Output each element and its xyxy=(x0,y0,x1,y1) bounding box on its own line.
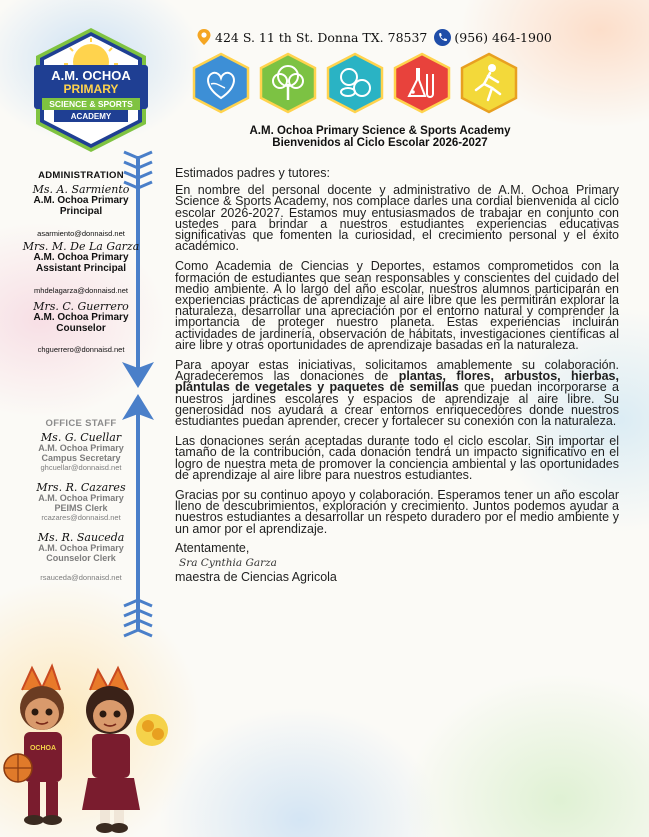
letter-body xyxy=(175,168,619,584)
staff-role: A.M. Ochoa Primary xyxy=(33,252,129,263)
staff-email[interactable]: chguerrero@donnaisd.net xyxy=(37,345,125,354)
staff-email[interactable]: rsauceda@donnaisd.net xyxy=(40,573,122,582)
phone-icon xyxy=(434,29,451,46)
staff-role: A.M. Ochoa Primary xyxy=(38,443,124,453)
staff-signature: Mrs. M. De La Garza xyxy=(22,240,140,253)
logo-line1: A.M. OCHOA xyxy=(51,68,131,83)
signer-signature: Sra Cynthia Garza xyxy=(179,557,277,570)
sports-balls-icon xyxy=(328,54,382,112)
letter-greeting: Estimados padres y tutores: xyxy=(175,166,330,180)
heart-hands-icon xyxy=(194,54,248,112)
letter-paragraph: Gracias por su continuo apoyo y colaboración. Esperamos tener un año escolar lleno de descubrimientos, exploración y crecimiento. Juntos podemos ayudar a nuestros estudiantes a desarrollar un respeto duradero por el medio ambiente y un amor por el aprendizaje. xyxy=(175,488,619,536)
staff-email[interactable]: mhdelagarza@donnaisd.net xyxy=(34,286,128,295)
staff-card xyxy=(6,184,156,239)
title-line1: A.M. Ochoa Primary Science & Sports Academy xyxy=(249,125,511,137)
logo-line2: PRIMARY xyxy=(63,82,119,96)
staff-role: A.M. Ochoa Primary xyxy=(33,312,129,323)
staff-email[interactable]: rcazares@donnaisd.net xyxy=(41,513,121,522)
paragraph-text: que puedan incorporarse a nuestros jardines escolares y espacios de aprendizaje al aire libre. Su generosidad nos ayudará a crear entornos enriquecedores donde nuestros estudiantes puedan aprender, crecer y fortalecer su conexión con la naturaleza. xyxy=(175,380,619,429)
school-logo xyxy=(32,26,150,154)
paragraph-text: Para apoyar estas iniciativas, solicitamos amablemente su colaboración. Agradeceremos las donaciones de xyxy=(175,358,619,384)
science-flasks-icon xyxy=(395,54,449,112)
staff-role: Assistant Principal xyxy=(35,262,127,274)
address-text: 424 S. 11 th St. Donna TX. 78537 xyxy=(215,29,428,45)
staff-role: A.M. Ochoa Primary xyxy=(33,195,129,206)
boy-mascot xyxy=(4,666,64,825)
administration-section xyxy=(6,170,156,355)
staff-role: Counselor Clerk xyxy=(46,552,116,563)
runner-icon xyxy=(462,54,516,112)
staff-card xyxy=(6,532,156,583)
logo-line3: SCIENCE & SPORTS xyxy=(49,99,133,109)
header-icon-row xyxy=(190,52,530,114)
administration-heading: ADMINISTRATION xyxy=(38,170,124,181)
donation-items-highlight: plantas, flores, arbustos, hierbas, plántulas de vegetales y paquetes de semillas xyxy=(175,369,619,395)
boy-jersey-text: OCHOA xyxy=(29,745,57,752)
staff-role: Counselor xyxy=(56,322,106,334)
logo-line4: ACADEMY xyxy=(70,112,112,121)
letter-paragraph: Las donaciones serán aceptadas durante todo el ciclo escolar. Sin importar el tamaño de la contribución, cada donación tendrá un impacto significativo en el logro de nuestra meta de promover la conciencia ambiental y las oportunidades de aprendizaje al aire libre para nuestros estudiantes. xyxy=(175,434,619,482)
location-pin-icon xyxy=(196,28,212,46)
letter-closing: Atentamente, xyxy=(175,540,250,555)
contact-bar xyxy=(196,28,552,46)
staff-email[interactable]: ghcuellar@donnaisd.net xyxy=(40,463,122,472)
signer-title: maestra de Ciencias Agricola xyxy=(175,570,337,585)
letter-paragraph: En nombre del personal docente y administrativo de A.M. Ochoa Primary Science & Sports Academy, nos complace darles una cordial bienvenida al ciclo escolar 2026-2027. Estamos muy entusiasmados de trabajar en conjunto con ustedes para brindar a nuestros estudiantes experiencias educativas significativas que fomenten la curiosidad, el crecimiento personal y el éxito académico. xyxy=(175,183,619,254)
staff-signature: Ms. R. Sauceda xyxy=(37,531,125,544)
staff-signature: Mrs. C. Guerrero xyxy=(33,300,129,313)
staff-role: Campus Secretary xyxy=(41,452,121,463)
letter-paragraph: Como Academia de Ciencias y Deportes, estamos comprometidos con la formación de estudiantes que sean responsables y conscientes del cuidado del medio ambiente. A lo largo del año escolar, nuestros alumnos participarán en experiencias prácticas de aprendizaje al aire libre que les permitirán explorar la naturaleza, desarrollar una apreciación por el entorno natural y comprender la importancia de proteger nuestro planeta. Estas experiencias incluirán actividades de jardinería, observación de hábitats, investigaciones científicas al aire libre y otras oportunidades de aprendizaje basadas en la naturaleza. xyxy=(175,259,619,352)
title-line2: Bienvenidos al Ciclo Escolar 2026-2027 xyxy=(272,136,488,149)
staff-card xyxy=(6,432,156,473)
staff-role: PEIMS Clerk xyxy=(54,502,108,513)
staff-role: A.M. Ochoa Primary xyxy=(38,543,124,553)
letter-title xyxy=(180,126,580,149)
office-staff-section xyxy=(6,418,156,583)
staff-signature: Mrs. R. Cazares xyxy=(36,481,126,494)
staff-email[interactable]: asarmiento@donnaisd.net xyxy=(37,229,125,238)
staff-role: Principal xyxy=(59,205,103,217)
mascot-illustration xyxy=(2,660,178,837)
letter-paragraph xyxy=(175,360,619,427)
office-staff-heading: OFFICE STAFF xyxy=(45,418,117,429)
staff-card xyxy=(6,301,156,355)
staff-role: A.M. Ochoa Primary xyxy=(38,493,124,503)
staff-signature: Ms. G. Cuellar xyxy=(40,431,122,444)
staff-signature: Ms. A. Sarmiento xyxy=(32,183,130,196)
phone-text: (956) 464-1900 xyxy=(454,29,552,45)
tree-icon xyxy=(261,54,315,112)
staff-card xyxy=(6,482,156,523)
staff-card xyxy=(6,241,156,296)
girl-mascot xyxy=(82,668,168,833)
